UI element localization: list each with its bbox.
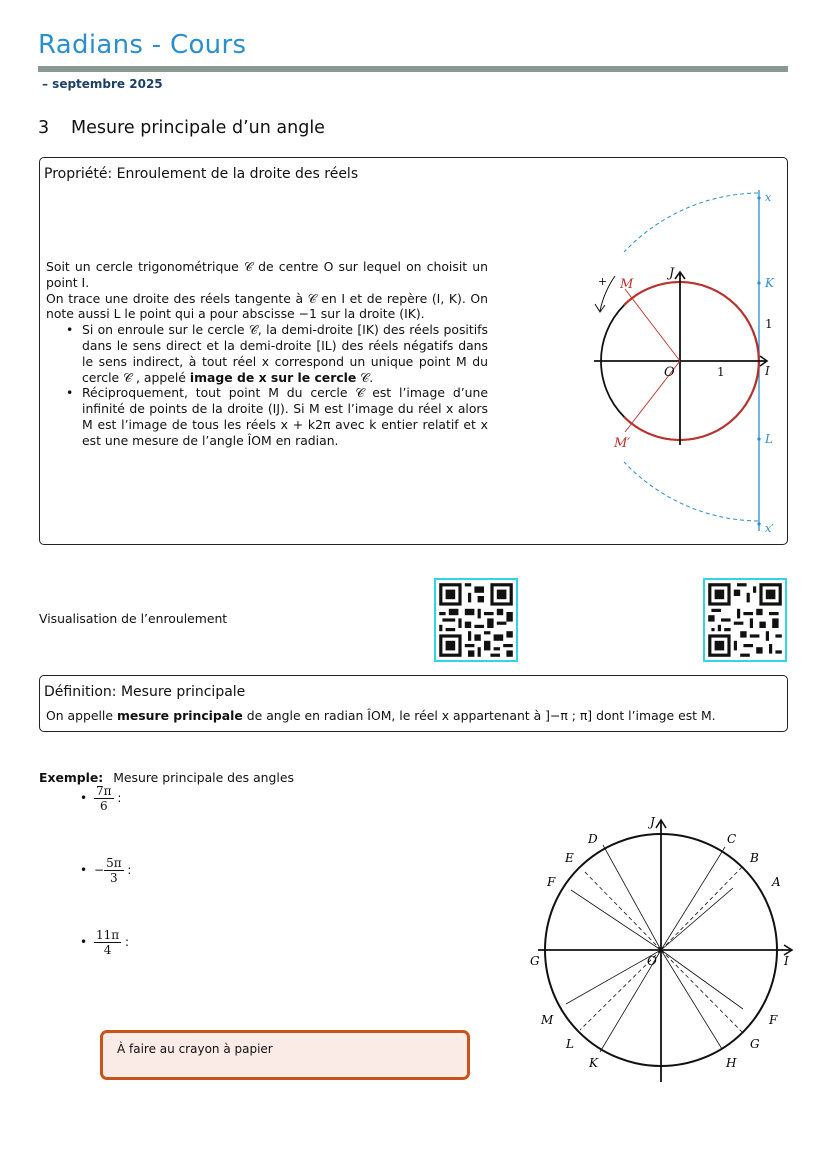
c2-label-L: L	[566, 1037, 574, 1051]
winding-arc-top	[624, 193, 758, 252]
radius-D	[603, 845, 661, 950]
example-item-2: • − $\frac{5\pi}{3}$ :	[80, 856, 132, 885]
pencil-note	[100, 1030, 470, 1080]
label-J: J	[669, 266, 675, 281]
radius-F2	[661, 950, 743, 1009]
label-M: M	[620, 277, 634, 292]
label-Mprime: M′	[614, 436, 631, 451]
property-box	[39, 157, 788, 545]
pencil-note-text: À faire au crayon à papier	[117, 1042, 273, 1056]
c2-label-E: E	[565, 851, 574, 865]
radius-H	[661, 950, 722, 1049]
example-title: Mesure principale des angles	[113, 770, 294, 785]
c2-label-I: I	[784, 954, 789, 968]
tick-K	[757, 281, 760, 284]
section-number: 3	[38, 118, 50, 138]
tick-L	[757, 437, 760, 440]
radius-G2	[661, 950, 744, 1034]
label-plus: +	[598, 275, 608, 288]
fraction-5pi-3: $\frac{5\pi}{3}$	[106, 856, 122, 885]
property-bullet-1: • Si on enroule sur le cercle 𝒞, la demi-droite [IK) des réels positifs dans le sens direct et la demi-droite [IL) des réels négatifs dans le sens indirect, à tout réel x correspond un unique point M du cercle 𝒞 , appelé image de x sur le cercle 𝒞.	[82, 322, 488, 385]
section-heading	[38, 118, 325, 138]
property-paragraph-2: On trace une droite des réels tangente à 𝒞 en I et de repère (I, K). On note aussi L le point qui a pour abscisse −1 sur la droite (IK).	[46, 290, 488, 322]
radius-C	[661, 847, 725, 950]
principal-circle-figure	[528, 812, 800, 1084]
fraction-11pi-4: $\frac{11\pi}{4}$	[96, 928, 120, 957]
property-bullets	[46, 322, 488, 448]
winding-arc-bottom	[624, 462, 758, 521]
c2-label-A: A	[772, 875, 781, 889]
c2-label-B: B	[750, 851, 759, 865]
qr-code-1-icon	[436, 580, 516, 660]
qr-code-2-icon	[705, 580, 785, 660]
tick-x	[757, 196, 760, 199]
label-K: K	[765, 276, 774, 290]
qr-code-2[interactable]	[703, 578, 787, 662]
c2-label-M: M	[541, 1013, 554, 1027]
definition-title: Définition: Mesure principale	[44, 684, 246, 700]
radius-E	[583, 870, 661, 950]
radius-lines	[566, 845, 743, 1052]
label-O: O	[664, 365, 675, 380]
property-text	[46, 259, 488, 449]
date-line: – septembre 2025	[42, 77, 163, 91]
qr-code-1[interactable]	[434, 578, 518, 662]
winding-figure	[540, 186, 780, 540]
label-xprime: x′	[765, 522, 774, 535]
title-rule	[38, 66, 788, 72]
label-L: L	[765, 432, 773, 446]
section-title: Mesure principale d’un angle	[71, 118, 325, 138]
c2-label-H: H	[726, 1056, 737, 1070]
bold-term: image de x sur le cercle	[189, 369, 357, 385]
definition-box	[39, 675, 788, 732]
c2-label-F2: F	[769, 1013, 778, 1027]
c2-label-K: K	[589, 1056, 598, 1070]
c2-label-G2: G	[750, 1037, 760, 1051]
property-paragraph-1: Soit un cercle trigonométrique 𝒞 de centre O sur lequel on choisit un point I.	[46, 259, 488, 290]
label-I: I	[765, 364, 770, 378]
radius-OM	[625, 289, 680, 361]
example-heading	[39, 770, 294, 785]
property-title: Propriété: Enroulement de la droite des réels	[44, 166, 359, 182]
label-one-vertical: 1	[765, 317, 773, 331]
fraction-7pi-6: $\frac{7\pi}{6}$	[96, 784, 112, 813]
definition-bold-term: mesure principale	[116, 708, 243, 723]
label-one-horizontal: 1	[717, 365, 725, 379]
tick-xprime	[757, 522, 760, 525]
c2-label-J: J	[650, 815, 655, 829]
radius-F	[571, 890, 661, 950]
radius-A	[661, 888, 733, 950]
label-x: x	[765, 191, 772, 204]
visualisation-label: Visualisation de l’enroulement	[39, 611, 228, 626]
c2-label-G1: G	[530, 954, 540, 968]
c2-label-O: O	[647, 954, 657, 968]
example-item-1: • $\frac{7\pi}{6}$ :	[80, 784, 122, 813]
radius-B	[661, 865, 744, 950]
c2-label-D: D	[588, 832, 598, 846]
page-title: Radians - Cours	[38, 30, 247, 60]
definition-text: On appelle mesure principale de angle en radian ÎOM, le réel x appartenant à ]−π ; π] dont l’image est M.	[46, 708, 716, 723]
c2-label-F1: F	[547, 875, 556, 889]
example-item-3: • $\frac{11\pi}{4}$ :	[80, 928, 130, 957]
property-bullet-2: • Réciproquement, tout point M du cercle 𝒞 est l’image d’une infinité de points de la droite (IJ). Si M est l’image du réel x alors M est l’image de tous les réels x + k2π avec k entier relatif et x est une mesure de l’angle ÎOM en radian.	[82, 385, 488, 448]
c2-label-C: C	[727, 832, 737, 846]
example-label: Exemple:	[39, 770, 104, 785]
